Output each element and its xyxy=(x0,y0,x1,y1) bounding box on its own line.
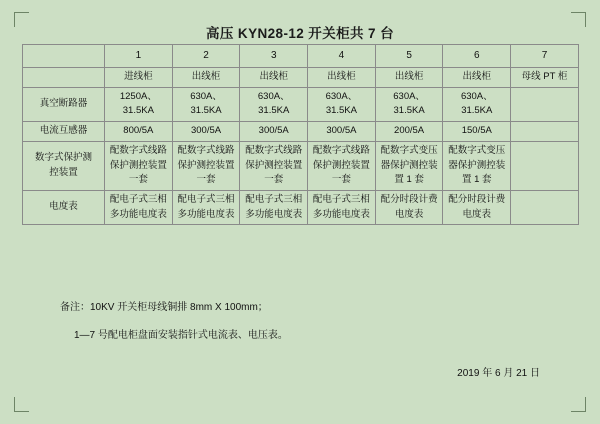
table-header-row xyxy=(23,45,579,68)
row-label xyxy=(23,68,105,88)
table-cell: 630A、 31.5KA xyxy=(443,87,511,121)
column-header-5: 5 xyxy=(375,45,443,68)
table-cell: 进线柜 xyxy=(105,68,173,88)
table-cell: 630A、 31.5KA xyxy=(308,87,376,121)
table-row xyxy=(23,68,579,88)
column-header-2: 2 xyxy=(172,45,240,68)
table-cell: 配数字式线路 保护测控装置 一套 xyxy=(172,141,240,190)
table-cell: 配数字式变压 器保护测控装 置 1 套 xyxy=(375,141,443,190)
column-header-1: 1 xyxy=(105,45,173,68)
row-label: 数字式保护测 控装置 xyxy=(23,141,105,190)
table-cell: 出线柜 xyxy=(375,68,443,88)
table-cell: 配数字式线路 保护测控装置 一套 xyxy=(105,141,173,190)
table-cell xyxy=(511,87,579,121)
table-cell: 300/5A xyxy=(240,122,308,142)
table-row xyxy=(23,122,579,142)
table-cell: 200/5A xyxy=(375,122,443,142)
table-corner-cell xyxy=(23,45,105,68)
note-line-1: 备注：10KV 开关柜母线铜排 8mm X 100mm； xyxy=(60,302,268,313)
table-cell: 配电子式三相 多功能电度表 xyxy=(105,191,173,225)
table-cell: 800/5A xyxy=(105,122,173,142)
table-row xyxy=(23,141,579,190)
document-date: 2019 年 6 月 21 日 xyxy=(457,368,540,379)
table-cell: 出线柜 xyxy=(172,68,240,88)
table-cell: 配电子式三相 多功能电度表 xyxy=(308,191,376,225)
table-cell: 配分时段计费 电度表 xyxy=(443,191,511,225)
table-cell: 配电子式三相 多功能电度表 xyxy=(240,191,308,225)
table-cell: 配数字式变压 器保护测控装 置 1 套 xyxy=(443,141,511,190)
table-cell: 配数字式线路 保护测控装置 一套 xyxy=(308,141,376,190)
table-cell: 配数字式线路 保护测控装置 一套 xyxy=(240,141,308,190)
row-label: 真空断路器 xyxy=(23,87,105,121)
table-cell xyxy=(511,122,579,142)
table-cell: 配分时段计费 电度表 xyxy=(375,191,443,225)
table-cell: 300/5A xyxy=(308,122,376,142)
table-cell: 母线 PT 柜 xyxy=(511,68,579,88)
note-line-2: 1—7 号配电柜盘面安装指针式电流表、电压表。 xyxy=(74,330,288,341)
table-cell: 出线柜 xyxy=(308,68,376,88)
table-cell xyxy=(511,141,579,190)
table-cell: 出线柜 xyxy=(240,68,308,88)
column-header-7: 7 xyxy=(511,45,579,68)
table-row xyxy=(23,191,579,225)
table-row xyxy=(23,87,579,121)
table-cell: 630A、 31.5KA xyxy=(375,87,443,121)
crop-mark-bottom-left xyxy=(14,397,29,412)
row-label: 电度表 xyxy=(23,191,105,225)
column-header-3: 3 xyxy=(240,45,308,68)
page-title: 高压 KYN28-12 开关柜共 7 台 xyxy=(205,26,395,41)
row-label: 电流互感器 xyxy=(23,122,105,142)
table-cell: 出线柜 xyxy=(443,68,511,88)
column-header-4: 4 xyxy=(308,45,376,68)
table-cell: 1250A、 31.5KA xyxy=(105,87,173,121)
table-cell xyxy=(511,191,579,225)
column-header-6: 6 xyxy=(443,45,511,68)
table-cell: 630A、 31.5KA xyxy=(172,87,240,121)
switchgear-spec-table xyxy=(22,44,579,225)
crop-mark-bottom-right xyxy=(571,397,586,412)
table-cell: 150/5A xyxy=(443,122,511,142)
table-cell: 630A、 31.5KA xyxy=(240,87,308,121)
table-cell: 配电子式三相 多功能电度表 xyxy=(172,191,240,225)
table-cell: 300/5A xyxy=(172,122,240,142)
